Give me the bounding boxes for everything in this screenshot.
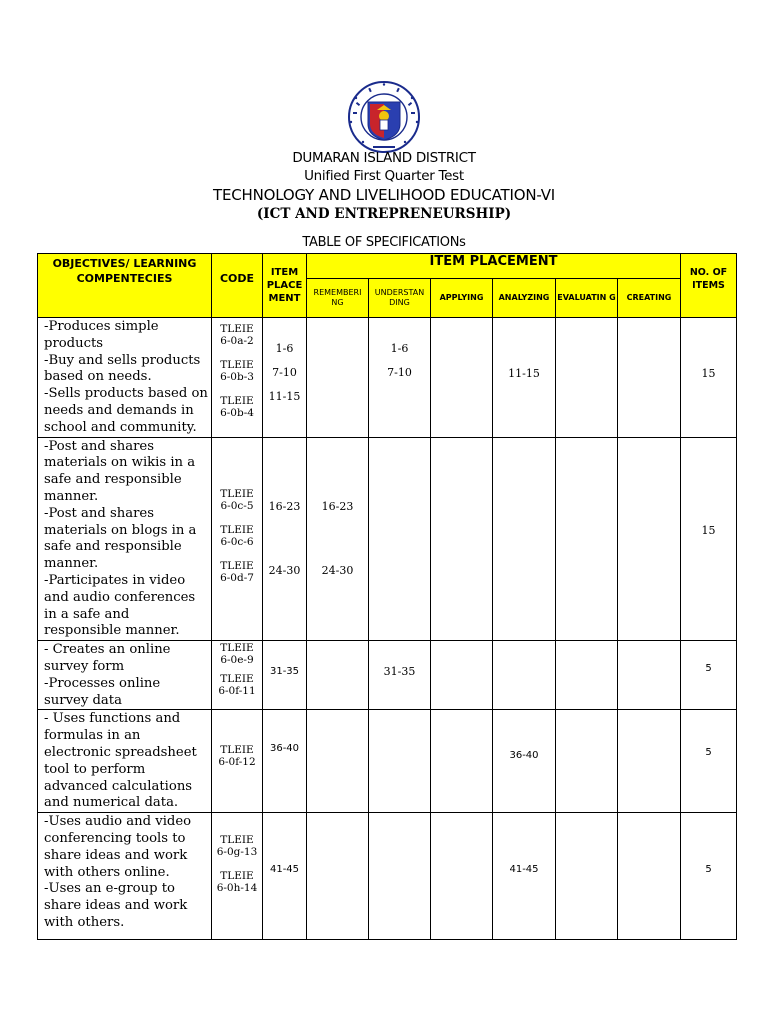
understanding-cell: [369, 710, 431, 813]
competency-code: TLEIE 6-0d-7: [220, 559, 254, 584]
item-range: 24-30: [321, 563, 354, 577]
creating-cell: [618, 813, 681, 940]
item-range: 31-35: [269, 666, 300, 678]
evaluating-cell: [556, 641, 618, 710]
code-cell: [212, 813, 263, 940]
competency-code: TLEIE 6-0b-3: [220, 359, 254, 383]
competency-code: TLEIE 6-0f-11: [218, 673, 256, 698]
understanding-cell: [369, 318, 431, 438]
analyzing-cell: [493, 813, 556, 940]
code-cell: [212, 641, 263, 710]
item-range: 7-10: [272, 366, 297, 379]
competency-code: TLEIE 6-0a-2: [220, 323, 254, 347]
item-range: 1-6: [275, 342, 294, 355]
header-level-creating: CREATING: [618, 279, 681, 318]
understanding-cell: [369, 641, 431, 710]
header-row-1: [38, 254, 737, 279]
applying-cell: [431, 437, 493, 641]
item-range: 36-40: [509, 750, 539, 762]
remembering-cell: [307, 437, 369, 641]
objective-text: - Uses functions and formulas in an electronic spreadsheet tool to perform advanced calculations and numerical data.: [44, 711, 197, 811]
table-row: [38, 318, 737, 438]
header-item-placement: ITEM PLACEMENT: [307, 254, 681, 279]
item-range: 16-23: [321, 499, 354, 513]
objectives-cell: [38, 437, 212, 641]
competency-code: TLEIE 6-0c-6: [220, 523, 254, 548]
strand-title: (ICT AND ENTREPRENEURSHIP): [256, 206, 512, 222]
objective-text: -Post and shares materials on blogs in a safe and responsible manner.: [44, 505, 197, 572]
item-count: 15: [701, 367, 716, 380]
table-row: [38, 813, 737, 940]
remembering-cell: [307, 641, 369, 710]
objective-text: -Participates in video and audio conferences in a safe and responsible manner.: [44, 572, 196, 639]
item-count-cell: [681, 710, 737, 813]
objective-text: - Creates an online survey form: [44, 642, 171, 674]
creating-cell: [618, 710, 681, 813]
code-cell: [212, 710, 263, 813]
header-level-evaluating: EVALUATIN G: [556, 279, 618, 318]
objective-text: -Uses audio and video conferencing tools to share ideas and work with others online.: [44, 814, 192, 880]
item-count-cell: [681, 813, 737, 940]
competency-code: TLEIE 6-0g-13: [216, 834, 258, 859]
analyzing-cell: [493, 710, 556, 813]
item-range: 41-45: [269, 864, 300, 876]
item-range: 7-10: [387, 366, 412, 379]
header-level-applying: APPLYING: [431, 279, 493, 318]
competency-code: TLEIE 6-0f-12: [218, 744, 256, 769]
objective-text: -Buy and sells products based on needs.: [44, 352, 201, 385]
table-title: TABLE OF SPECIFICATIONs: [302, 235, 466, 250]
table-row: [38, 641, 737, 710]
header-level-understanding: UNDERSTAN DING: [369, 279, 431, 318]
objectives-cell: [38, 318, 212, 438]
competency-code: TLEIE 6-0e-9: [220, 642, 254, 667]
header-code: CODE: [212, 254, 263, 318]
header-no-of-items: NO. OF ITEMS: [681, 254, 737, 318]
item-range: 41-45: [509, 864, 539, 876]
competency-code: TLEIE 6-0h-14: [216, 870, 258, 895]
item-range: 36-40: [269, 743, 300, 755]
evaluating-cell: [556, 813, 618, 940]
objectives-cell: [38, 813, 212, 940]
item-count-cell: [681, 437, 737, 641]
item-count: 5: [705, 747, 712, 759]
item-range: 31-35: [383, 665, 416, 679]
understanding-cell: [369, 437, 431, 641]
evaluating-cell: [556, 710, 618, 813]
remembering-cell: [307, 710, 369, 813]
code-cell: [212, 318, 263, 438]
objective-text: -Uses an e-group to share ideas and work with others.: [44, 881, 188, 930]
header-level-analyzing: ANALYZING: [493, 279, 556, 318]
objective-text: -Processes online survey data: [44, 675, 161, 708]
understanding-cell: [369, 813, 431, 940]
analyzing-cell: [493, 437, 556, 641]
district-name: DUMARAN ISLAND DISTRICT: [292, 150, 476, 166]
creating-cell: [618, 318, 681, 438]
competency-code: TLEIE 6-0b-4: [220, 395, 254, 419]
item-count: 5: [705, 663, 712, 675]
item-range: 11-15: [268, 390, 301, 403]
item-count-cell: [681, 318, 737, 438]
competency-code: TLEIE 6-0c-5: [220, 487, 254, 512]
item-placement-cell: [263, 641, 307, 710]
remembering-cell: [307, 318, 369, 438]
analyzing-cell: [493, 641, 556, 710]
item-count: 15: [701, 523, 716, 537]
header-item-placement-col: ITEM PLACE MENT: [263, 254, 307, 318]
evaluating-cell: [556, 318, 618, 438]
item-placement-cell: [263, 437, 307, 641]
item-placement-cell: [263, 318, 307, 438]
header-objectives: OBJECTIVES/ LEARNING COMPENTECIES: [38, 254, 212, 318]
applying-cell: [431, 318, 493, 438]
objective-text: -Sells products based on needs and demands in school and community.: [44, 386, 208, 435]
applying-cell: [431, 710, 493, 813]
creating-cell: [618, 641, 681, 710]
remembering-cell: [307, 813, 369, 940]
item-range: 16-23: [268, 499, 301, 513]
item-range: 1-6: [390, 342, 409, 355]
objectives-cell: [38, 641, 212, 710]
item-range: 24-30: [268, 563, 301, 577]
header-level-remembering: REMEMBERI NG: [307, 279, 369, 318]
subject-title: TECHNOLOGY AND LIVELIHOOD EDUCATION-VI: [213, 186, 555, 204]
item-count-cell: [681, 641, 737, 710]
analyzing-cell: [493, 318, 556, 438]
objectives-cell: [38, 710, 212, 813]
evaluating-cell: [556, 437, 618, 641]
objective-text: -Produces simple products: [44, 319, 159, 351]
creating-cell: [618, 437, 681, 641]
code-cell: [212, 437, 263, 641]
test-name: Unified First Quarter Test: [304, 168, 464, 184]
table-row: [38, 710, 737, 813]
item-placement-cell: [263, 710, 307, 813]
deped-seal-icon: [333, 80, 435, 154]
applying-cell: [431, 813, 493, 940]
item-count: 5: [705, 864, 712, 876]
table-row: [38, 437, 737, 641]
objective-text: -Post and shares materials on wikis in a safe and responsible manner.: [44, 438, 196, 504]
applying-cell: [431, 641, 493, 710]
specifications-table: [37, 253, 737, 940]
item-range: 11-15: [508, 367, 540, 380]
item-placement-cell: [263, 813, 307, 940]
